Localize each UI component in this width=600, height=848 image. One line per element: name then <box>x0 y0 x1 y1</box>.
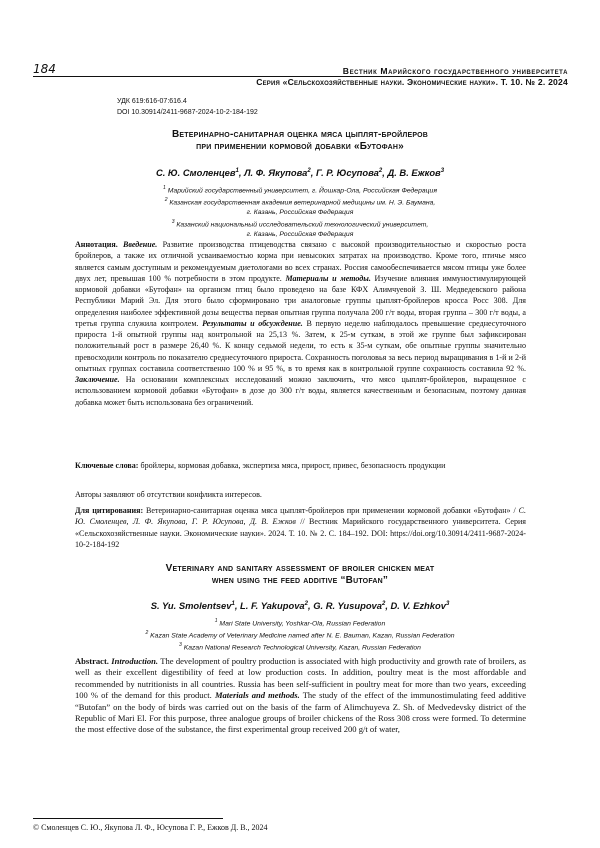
en-title-line1: Veterinary and sanitary assessment of broiler chicken meat <box>165 563 435 574</box>
methods-label: Materials and methods. <box>214 690 300 701</box>
journal-header <box>256 66 568 88</box>
doi: DOI 10.30914/2411-9687-2024-10-2-184-192 <box>117 109 258 116</box>
intro-label: Введение. <box>122 240 158 249</box>
author: Г. Р. Юсупова <box>315 167 379 178</box>
affiliation-line: г. Казань, Российская Федерация <box>246 230 354 238</box>
citation-text: Ветеринарно-санитарная оценка мяса цыплят-бройлеров при применении кормовой добавки «Бутофан» / <box>146 506 516 515</box>
author: S. Yu. Smolentsev <box>150 600 232 611</box>
methods-text: The study of the effect of the immunostimulating feed additive “Butofan” on the body of birds was carried out on the basis of the farm of Alimchuyeva Z. Sh. of Medvedevsky district of the Republic of Mari El. For this purpose, three analogue groups of broiler chickens of the Ross 308 cross were formed. To determine the most effective dose of the substance, the first experimental group received 200 g/t of water, <box>75 690 527 735</box>
author-sup: 1 <box>235 167 239 174</box>
conclusion-label: Заключение. <box>75 375 120 384</box>
results-label: Результаты и обсуждение. <box>202 318 303 328</box>
affiliation-text: Казанская государственная академия ветеринарной медицины им. Н. Э. Баумана, <box>169 199 436 207</box>
header-rule <box>33 76 560 77</box>
en-affiliations <box>30 617 570 653</box>
affiliation-text: Марийский государственный университет, г. Йошкар-Ола, Российская Федерация <box>167 187 437 195</box>
affiliation <box>30 617 570 629</box>
author-sup: 3 <box>440 167 445 174</box>
author-sup: 3 <box>445 600 450 607</box>
keywords-label: Ключевые слова: <box>75 461 139 470</box>
author: G. R. Yusupova <box>313 600 382 611</box>
ru-keywords <box>75 460 526 471</box>
ru-affiliations <box>30 184 570 239</box>
citation-label: Для цитирования: <box>75 506 144 515</box>
abstract-label: Аннотация. <box>75 240 118 249</box>
ru-title-line1: Ветеринарно-санитарная оценка мяса цыплят-бройлеров <box>171 129 429 140</box>
conflict-statement: Авторы заявляют об отсутствии конфликта интересов. <box>75 490 262 499</box>
author: D. V. Ezhkov <box>390 600 446 611</box>
affiliation-text: Mari State University, Yoshkar-Ola, Russian Federation <box>219 620 386 628</box>
author: Д. В. Ежков <box>387 167 441 178</box>
author: L. F. Yakupova <box>240 600 305 611</box>
citation-authors: С. Ю. Смоленцев, Л. Ф. Якупова, Г. Р. Юсупова, Д. В. Ежков <box>75 506 526 527</box>
footnote-rule <box>33 818 223 819</box>
affiliation-sup: 1 <box>163 185 166 191</box>
affiliation <box>30 641 570 653</box>
affiliation <box>30 218 570 230</box>
results-text: В первую неделю наблюдалось превышение среднесуточного прироста 1-й опытной группы над контрольной на 25,13 %. Затем, к 25-м суткам, в этой же группе был зафиксирован положительный рост в размере 26,40 %. К концу седьмой недели, то есть к 35-м суткам, обе опытные группы значительно превосходили контроль по показателю среднесуточного прироста. Сохранность поголовья за весь период выращивания в 1-й и 2-й опытных группах составила соответственно 100 % и 95 %, в то время как в контрольной группе сохранность составила 92 %. <box>75 318 526 373</box>
author-sup: 2 <box>304 600 308 607</box>
methods-text: Изучение влияния иммуностимулирующей кормовой добавки «Бутофан» на организм птиц было проведено на базе КФХ Алимчуевой З. Ш. Медведевского района Республики Марий Эл. Для этого было сформировано три аналоговые группы цыплят-бройлеров кросса Росс 308. Для определения наиболее эффективной дозы вещества первая опытная группа получала 200 г/т воды, вторая группа – 300 г/т воды, а третья группа служила контролем. <box>75 273 526 328</box>
intro-label: Introduction. <box>111 656 159 666</box>
keywords-text: бройлеры, кормовая добавка, экспертиза мяса, прирост, привес, безопасность продукции <box>140 461 446 470</box>
affiliation-text: Казанский национальный исследовательский технологический университет, <box>176 220 429 228</box>
affiliation-sup: 3 <box>179 641 182 648</box>
affiliation-text: Kazan State Academy of Veterinary Medicine named after N. E. Bauman, Kazan, Russian Federation <box>150 632 455 640</box>
author-sup: 2 <box>381 600 386 607</box>
journal-series: Серия «Сельскохозяйственные науки. Экономические науки». Т. 10. № 2. 2024 <box>256 77 568 87</box>
en-title <box>30 563 570 586</box>
affiliation-sup: 2 <box>164 196 168 203</box>
intro-text: The development of poultry production is associated with high productivity and growth rate of broilers, as well as their excellent digestibility of feed at low production costs. In addition, poultry meat is the most affordable and recommended by nutritionists in all countries. Russia has been self-sufficient in poultry meat for more than two years, exceeding 100 % of the demand for this product. <box>75 656 526 701</box>
affiliation-sup: 2 <box>145 629 149 636</box>
author-sup: 2 <box>378 167 383 174</box>
affiliation <box>30 196 570 208</box>
journal-title: Вестник Марийского государственного университета <box>342 66 568 76</box>
ru-title-line2: при применении кормовой добавки «Бутофан» <box>196 140 404 152</box>
citation <box>75 505 526 550</box>
author: С. Ю. Смоленцев <box>155 167 236 178</box>
affiliation <box>30 184 570 196</box>
en-title-line2: when using the feed additive “Butofan” <box>211 574 389 586</box>
methods-label: Материалы и методы. <box>285 273 371 283</box>
en-abstract <box>75 656 526 736</box>
ru-abstract <box>75 239 526 408</box>
conclusion-text: На основании комплексных исследований можно заключить, что мясо цыплят-бройлеров, выращенное с использованием кормовой добавки «Бутофан» в дозе до 300 г/т воды, является качественным и безопасным, поэтому данная добавка может быть использована без ограничений. <box>75 375 527 407</box>
en-authors: S. Yu. Smolentsev$^1$, L. F. Yakupova$^2$, G. R. Yusupova$^2$, D. V. Ezhkov$^3$ <box>150 600 450 611</box>
copyright-notice: © Смоленцев С. Ю., Якупова Л. Ф., Юсупова Г. Р., Ежков Д. В., 2024 <box>33 823 268 832</box>
abstract-label: Abstract. <box>75 656 109 666</box>
udc-code: УДК 619:616-07:616.4 <box>117 98 187 105</box>
affiliation-sup: 1 <box>214 618 218 624</box>
citation-tail: // Вестник Марийского государственного университета. Серия «Сельскохозяйственные науки. Экономические науки». 2024. Т. 10. № 2. С. 184–192. DOI: https://doi.org/10.30914/2411-9687-2024-10-2-184-192 <box>75 517 527 549</box>
ru-authors: С. Ю. Смоленцев$^1$, Л. Ф. Якупова$^2$, Г. Р. Юсупова$^2$, Д. В. Ежков$^3$ <box>155 167 445 178</box>
affiliation-line: г. Казань, Российская Федерация <box>246 208 354 216</box>
page-number: 184 <box>33 62 56 76</box>
intro-text: Развитие производства птицеводства связано с высокой производительностью и скоростью роста бройлеров, а также их отличной усваиваемостью корма при невысоких затратах на производство. Кроме того, птичье мясо является самым доступным и рекомендуемым диетологами во всех странах. Россия самообеспечивается мясом птицы уже более двух лет, превышая 100 % потребности в этом продукте. <box>75 240 526 283</box>
author-sup: 1 <box>231 600 235 607</box>
author-sup: 2 <box>307 167 311 174</box>
affiliation <box>30 629 570 641</box>
ru-title <box>30 129 570 152</box>
author: Л. Ф. Якупова <box>244 167 308 178</box>
affiliation-sup: 3 <box>171 218 175 225</box>
affiliation-text: Kazan National Research Technological University, Kazan, Russian Federation <box>183 644 421 652</box>
